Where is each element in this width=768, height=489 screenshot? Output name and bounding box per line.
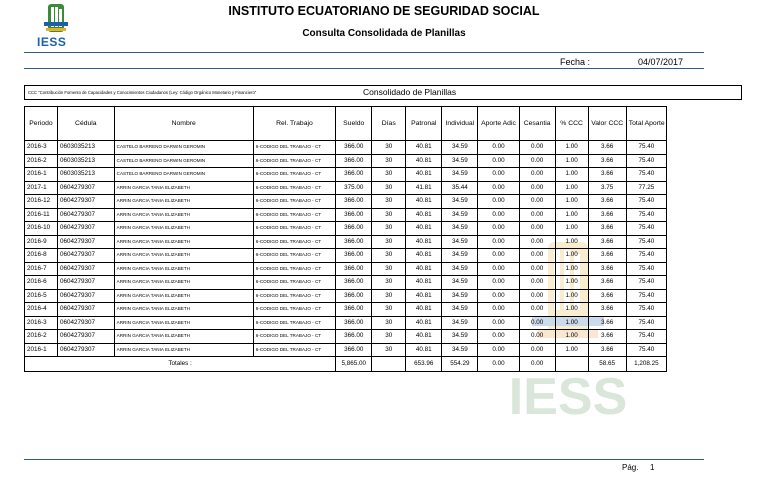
cell-periodo: 2016-12 [25, 195, 58, 209]
cell-total-aporte: 75.40 [626, 330, 666, 344]
cell-pct-ccc: 1.00 [555, 168, 588, 182]
cell-rel-trabajo: 6-CODIGO DEL TRABAJO - CT [253, 316, 335, 330]
cell-individual: 34.59 [442, 330, 478, 344]
cell-aporte-adic: 0.00 [478, 303, 519, 317]
cell-valor-ccc: 3.66 [588, 235, 626, 249]
cell-dias: 30 [372, 235, 406, 249]
column-header-pct-ccc: % CCC [555, 107, 588, 141]
cell-periodo: 2016-3 [25, 316, 58, 330]
cell-sueldo: 366.00 [336, 168, 372, 182]
table-row [25, 249, 667, 263]
cell-patronal: 40.81 [406, 235, 442, 249]
cell-periodo: 2016-1 [25, 343, 58, 357]
cell-nombre: ARRIN GARCIA TANIA ELIZABETH [114, 330, 253, 344]
cell-sueldo: 366.00 [336, 330, 372, 344]
cell-individual: 35.44 [442, 181, 478, 195]
cell-cedula: 0604279307 [57, 316, 114, 330]
cell-cedula: 0603035213 [57, 141, 114, 155]
cell-total-aporte: 75.40 [626, 222, 666, 236]
info-box [24, 85, 742, 100]
ccc-note: CCC "Contribución Fomento de Capacidades y Conocimientos Ciudadanos (Ley: Código Orgánico Monetario y Financiero" [28, 90, 257, 95]
cell-dias: 30 [372, 208, 406, 222]
totals-valor-ccc: 58.65 [588, 357, 626, 372]
cell-pct-ccc: 1.00 [555, 208, 588, 222]
cell-cesantia: 0.00 [519, 289, 555, 303]
totals-row [25, 357, 667, 372]
cell-valor-ccc: 3.66 [588, 195, 626, 209]
cell-sueldo: 366.00 [336, 303, 372, 317]
cell-total-aporte: 75.40 [626, 208, 666, 222]
cell-pct-ccc: 1.00 [555, 303, 588, 317]
cell-aporte-adic: 0.00 [478, 208, 519, 222]
cell-dias: 30 [372, 154, 406, 168]
cell-periodo: 2016-10 [25, 222, 58, 236]
table-row [25, 208, 667, 222]
cell-valor-ccc: 3.66 [588, 208, 626, 222]
cell-total-aporte: 75.40 [626, 316, 666, 330]
cell-dias: 30 [372, 276, 406, 290]
column-header-aporte-adic: Aporte Adic [478, 107, 519, 141]
column-header-valor-ccc: Valor CCC [588, 107, 626, 141]
cell-individual: 34.59 [442, 262, 478, 276]
cell-patronal: 40.81 [406, 195, 442, 209]
cell-valor-ccc: 3.66 [588, 276, 626, 290]
cell-valor-ccc: 3.66 [588, 343, 626, 357]
cell-patronal: 40.81 [406, 222, 442, 236]
cell-cesantia: 0.00 [519, 181, 555, 195]
cell-cedula: 0604279307 [57, 276, 114, 290]
cell-dias: 30 [372, 141, 406, 155]
cell-cesantia: 0.00 [519, 303, 555, 317]
cell-sueldo: 366.00 [336, 235, 372, 249]
cell-patronal: 40.81 [406, 343, 442, 357]
cell-rel-trabajo: 6-CODIGO DEL TRABAJO - CT [253, 222, 335, 236]
cell-dias: 30 [372, 249, 406, 263]
cell-valor-ccc: 3.66 [588, 168, 626, 182]
cell-cedula: 0603035213 [57, 168, 114, 182]
fecha-value: 04/07/2017 [638, 57, 684, 67]
cell-individual: 34.59 [442, 249, 478, 263]
cell-dias: 30 [372, 195, 406, 209]
header-rule-bottom [24, 68, 704, 69]
cell-sueldo: 366.00 [336, 195, 372, 209]
table-row [25, 235, 667, 249]
table-row [25, 276, 667, 290]
cell-rel-trabajo: 6-CODIGO DEL TRABAJO - CT [253, 195, 335, 209]
column-header-total-aporte: Total Aporte [626, 107, 666, 141]
column-header-cesantia: Cesantia [519, 107, 555, 141]
cell-dias: 30 [372, 262, 406, 276]
cell-patronal: 40.81 [406, 168, 442, 182]
cell-rel-trabajo: 6-CODIGO DEL TRABAJO - CT [253, 141, 335, 155]
cell-periodo: 2016-7 [25, 262, 58, 276]
cell-pct-ccc: 1.00 [555, 276, 588, 290]
cell-pct-ccc: 1.00 [555, 343, 588, 357]
watermark-text: IESS [508, 368, 628, 422]
cell-cedula: 0604279307 [57, 343, 114, 357]
table-totals [25, 357, 667, 372]
cell-dias: 30 [372, 303, 406, 317]
totals-aporte-adic: 0.00 [478, 357, 519, 372]
column-header-cedula: Cédula [57, 107, 114, 141]
cell-nombre: CASTELO BARRENO DARWIN GEROMIN [114, 168, 253, 182]
consolidado-label: Consolidado de Planillas [363, 87, 457, 97]
column-header-dias: Días [372, 107, 406, 141]
cell-valor-ccc: 3.66 [588, 316, 626, 330]
cell-total-aporte: 75.40 [626, 303, 666, 317]
cell-aporte-adic: 0.00 [478, 154, 519, 168]
cell-rel-trabajo: 6-CODIGO DEL TRABAJO - CT [253, 276, 335, 290]
cell-aporte-adic: 0.00 [478, 195, 519, 209]
cell-periodo: 2016-2 [25, 154, 58, 168]
table-row [25, 195, 667, 209]
column-header-periodo: Periodo [25, 107, 58, 141]
table-row [25, 330, 667, 344]
cell-cesantia: 0.00 [519, 276, 555, 290]
cell-valor-ccc: 3.75 [588, 181, 626, 195]
cell-patronal: 40.81 [406, 276, 442, 290]
cell-aporte-adic: 0.00 [478, 141, 519, 155]
totals-sueldo: 5,865.00 [336, 357, 372, 372]
cell-periodo: 2016-1 [25, 168, 58, 182]
table-header-row [25, 107, 667, 141]
cell-cesantia: 0.00 [519, 222, 555, 236]
cell-dias: 30 [372, 289, 406, 303]
cell-individual: 34.59 [442, 154, 478, 168]
cell-cesantia: 0.00 [519, 195, 555, 209]
cell-periodo: 2017-1 [25, 181, 58, 195]
cell-pct-ccc: 1.00 [555, 141, 588, 155]
cell-total-aporte: 75.40 [626, 249, 666, 263]
logo-text: IESS [37, 35, 67, 49]
cell-valor-ccc: 3.66 [588, 262, 626, 276]
cell-pct-ccc: 1.00 [555, 154, 588, 168]
cell-patronal: 41.81 [406, 181, 442, 195]
totals-cesantia: 0.00 [519, 357, 555, 372]
cell-aporte-adic: 0.00 [478, 289, 519, 303]
cell-individual: 34.59 [442, 208, 478, 222]
cell-individual: 34.59 [442, 316, 478, 330]
cell-cesantia: 0.00 [519, 316, 555, 330]
cell-nombre: ARRIN GARCIA TANIA ELIZABETH [114, 195, 253, 209]
cell-individual: 34.59 [442, 289, 478, 303]
totals-pct-ccc [555, 357, 588, 372]
cell-total-aporte: 75.40 [626, 235, 666, 249]
cell-patronal: 40.81 [406, 303, 442, 317]
cell-sueldo: 366.00 [336, 262, 372, 276]
cell-cedula: 0604279307 [57, 289, 114, 303]
cell-cesantia: 0.00 [519, 249, 555, 263]
cell-periodo: 2016-8 [25, 249, 58, 263]
cell-periodo: 2016-4 [25, 303, 58, 317]
cell-dias: 30 [372, 316, 406, 330]
footer-rule [24, 459, 704, 460]
cell-total-aporte: 75.40 [626, 141, 666, 155]
cell-total-aporte: 75.40 [626, 154, 666, 168]
cell-rel-trabajo: 6-CODIGO DEL TRABAJO - CT [253, 303, 335, 317]
cell-patronal: 40.81 [406, 316, 442, 330]
cell-aporte-adic: 0.00 [478, 235, 519, 249]
table-row [25, 222, 667, 236]
cell-nombre: ARRIN GARCIA TANIA ELIZABETH [114, 181, 253, 195]
cell-cedula: 0604279307 [57, 249, 114, 263]
cell-sueldo: 366.00 [336, 289, 372, 303]
cell-rel-trabajo: 6-CODIGO DEL TRABAJO - CT [253, 343, 335, 357]
cell-individual: 34.59 [442, 141, 478, 155]
cell-valor-ccc: 3.66 [588, 154, 626, 168]
cell-sueldo: 366.00 [336, 276, 372, 290]
header-rule-top [24, 52, 704, 53]
cell-pct-ccc: 1.00 [555, 195, 588, 209]
totals-label: Totales : [25, 357, 336, 372]
cell-cesantia: 0.00 [519, 262, 555, 276]
cell-aporte-adic: 0.00 [478, 343, 519, 357]
cell-total-aporte: 75.40 [626, 343, 666, 357]
table-body [25, 141, 667, 357]
cell-cedula: 0603035213 [57, 154, 114, 168]
totals-individual: 554.29 [442, 357, 478, 372]
cell-total-aporte: 75.40 [626, 276, 666, 290]
cell-aporte-adic: 0.00 [478, 168, 519, 182]
cell-valor-ccc: 3.66 [588, 141, 626, 155]
cell-cedula: 0604279307 [57, 195, 114, 209]
cell-individual: 34.59 [442, 222, 478, 236]
page-number-label: Pág. [622, 463, 639, 472]
planillas-table [24, 106, 667, 372]
cell-valor-ccc: 3.66 [588, 303, 626, 317]
cell-periodo: 2016-6 [25, 276, 58, 290]
totals-patronal: 653.96 [406, 357, 442, 372]
cell-cesantia: 0.00 [519, 343, 555, 357]
cell-sueldo: 366.00 [336, 249, 372, 263]
cell-patronal: 40.81 [406, 262, 442, 276]
cell-rel-trabajo: 6-CODIGO DEL TRABAJO - CT [253, 289, 335, 303]
cell-pct-ccc: 1.00 [555, 249, 588, 263]
cell-sueldo: 366.00 [336, 343, 372, 357]
cell-pct-ccc: 1.00 [555, 330, 588, 344]
cell-aporte-adic: 0.00 [478, 276, 519, 290]
cell-valor-ccc: 3.66 [588, 222, 626, 236]
cell-dias: 30 [372, 181, 406, 195]
cell-patronal: 40.81 [406, 289, 442, 303]
table-row [25, 316, 667, 330]
table-row [25, 303, 667, 317]
cell-valor-ccc: 3.66 [588, 289, 626, 303]
cell-nombre: ARRIN GARCIA TANIA ELIZABETH [114, 262, 253, 276]
cell-pct-ccc: 1.00 [555, 222, 588, 236]
page-subtitle: Consulta Consolidada de Planillas [302, 28, 466, 39]
cell-patronal: 40.81 [406, 154, 442, 168]
cell-total-aporte: 75.40 [626, 289, 666, 303]
column-header-sueldo: Sueldo [336, 107, 372, 141]
cell-dias: 30 [372, 168, 406, 182]
cell-individual: 34.59 [442, 168, 478, 182]
cell-aporte-adic: 0.00 [478, 181, 519, 195]
cell-cedula: 0604279307 [57, 208, 114, 222]
cell-patronal: 40.81 [406, 141, 442, 155]
cell-cesantia: 0.00 [519, 141, 555, 155]
cell-pct-ccc: 1.00 [555, 289, 588, 303]
cell-sueldo: 366.00 [336, 154, 372, 168]
cell-individual: 34.59 [442, 303, 478, 317]
cell-total-aporte: 75.40 [626, 195, 666, 209]
cell-dias: 30 [372, 330, 406, 344]
cell-cedula: 0604279307 [57, 181, 114, 195]
cell-pct-ccc: 1.00 [555, 181, 588, 195]
cell-individual: 34.59 [442, 343, 478, 357]
column-header-patronal: Patronal [406, 107, 442, 141]
cell-nombre: ARRIN GARCIA TANIA ELIZABETH [114, 316, 253, 330]
cell-aporte-adic: 0.00 [478, 330, 519, 344]
cell-individual: 34.59 [442, 235, 478, 249]
cell-patronal: 40.81 [406, 330, 442, 344]
cell-cesantia: 0.00 [519, 154, 555, 168]
cell-cesantia: 0.00 [519, 168, 555, 182]
cell-sueldo: 366.00 [336, 222, 372, 236]
cell-rel-trabajo: 6-CODIGO DEL TRABAJO - CT [253, 330, 335, 344]
page-number-value: 1 [650, 463, 655, 472]
table-row [25, 181, 667, 195]
table-row [25, 262, 667, 276]
cell-nombre: ARRIN GARCIA TANIA ELIZABETH [114, 235, 253, 249]
cell-rel-trabajo: 6-CODIGO DEL TRABAJO - CT [253, 181, 335, 195]
cell-pct-ccc: 1.00 [555, 316, 588, 330]
column-header-individual: Individual [442, 107, 478, 141]
cell-pct-ccc: 1.00 [555, 262, 588, 276]
cell-periodo: 2016-5 [25, 289, 58, 303]
cell-periodo: 2016-2 [25, 330, 58, 344]
cell-aporte-adic: 0.00 [478, 249, 519, 263]
column-header-rel-trabajo: Rel. Trabajo [253, 107, 335, 141]
cell-dias: 30 [372, 222, 406, 236]
cell-nombre: ARRIN GARCIA TANIA ELIZABETH [114, 343, 253, 357]
table-row [25, 141, 667, 155]
cell-rel-trabajo: 6-CODIGO DEL TRABAJO - CT [253, 249, 335, 263]
cell-cedula: 0604279307 [57, 262, 114, 276]
cell-rel-trabajo: 6-CODIGO DEL TRABAJO - CT [253, 168, 335, 182]
page-title: INSTITUTO ECUATORIANO DE SEGURIDAD SOCIAL [228, 4, 540, 18]
cell-nombre: CASTELO BARRENO DARWIN GEROMIN [114, 154, 253, 168]
table-header [25, 107, 667, 141]
cell-total-aporte: 75.40 [626, 168, 666, 182]
cell-cedula: 0604279307 [57, 222, 114, 236]
cell-nombre: ARRIN GARCIA TANIA ELIZABETH [114, 303, 253, 317]
cell-nombre: ARRIN GARCIA TANIA ELIZABETH [114, 289, 253, 303]
table-row [25, 154, 667, 168]
cell-cesantia: 0.00 [519, 330, 555, 344]
cell-rel-trabajo: 6-CODIGO DEL TRABAJO - CT [253, 235, 335, 249]
cell-patronal: 40.81 [406, 208, 442, 222]
cell-sueldo: 366.00 [336, 208, 372, 222]
table-row [25, 168, 667, 182]
cell-periodo: 2016-11 [25, 208, 58, 222]
fecha-label: Fecha : [560, 57, 591, 67]
cell-valor-ccc: 3.66 [588, 330, 626, 344]
cell-pct-ccc: 1.00 [555, 235, 588, 249]
cell-cesantia: 0.00 [519, 235, 555, 249]
cell-aporte-adic: 0.00 [478, 222, 519, 236]
table-row [25, 289, 667, 303]
cell-aporte-adic: 0.00 [478, 262, 519, 276]
cell-dias: 30 [372, 343, 406, 357]
cell-total-aporte: 75.40 [626, 262, 666, 276]
table-row [25, 343, 667, 357]
cell-rel-trabajo: 6-CODIGO DEL TRABAJO - CT [253, 154, 335, 168]
cell-cedula: 0604279307 [57, 303, 114, 317]
cell-sueldo: 375.00 [336, 181, 372, 195]
cell-rel-trabajo: 6-CODIGO DEL TRABAJO - CT [253, 262, 335, 276]
cell-valor-ccc: 3.66 [588, 249, 626, 263]
cell-cedula: 0604279307 [57, 330, 114, 344]
cell-nombre: ARRIN GARCIA TANIA ELIZABETH [114, 276, 253, 290]
cell-periodo: 2016-3 [25, 141, 58, 155]
cell-patronal: 40.81 [406, 249, 442, 263]
planillas-table-wrap [24, 106, 667, 372]
cell-periodo: 2016-9 [25, 235, 58, 249]
cell-aporte-adic: 0.00 [478, 316, 519, 330]
totals-total-aporte: 1,208.25 [626, 357, 666, 372]
cell-rel-trabajo: 6-CODIGO DEL TRABAJO - CT [253, 208, 335, 222]
cell-sueldo: 366.00 [336, 141, 372, 155]
cell-nombre: ARRIN GARCIA TANIA ELIZABETH [114, 208, 253, 222]
cell-individual: 34.59 [442, 276, 478, 290]
cell-nombre: ARRIN GARCIA TANIA ELIZABETH [114, 222, 253, 236]
cell-total-aporte: 77.25 [626, 181, 666, 195]
totals-dias [372, 357, 406, 372]
cell-sueldo: 366.00 [336, 316, 372, 330]
column-header-nombre: Nombre [114, 107, 253, 141]
cell-cedula: 0604279307 [57, 235, 114, 249]
cell-cesantia: 0.00 [519, 208, 555, 222]
cell-individual: 34.59 [442, 195, 478, 209]
cell-nombre: CASTELO BARRENO DARWIN GEROMIN [114, 141, 253, 155]
cell-nombre: ARRIN GARCIA TANIA ELIZABETH [114, 249, 253, 263]
